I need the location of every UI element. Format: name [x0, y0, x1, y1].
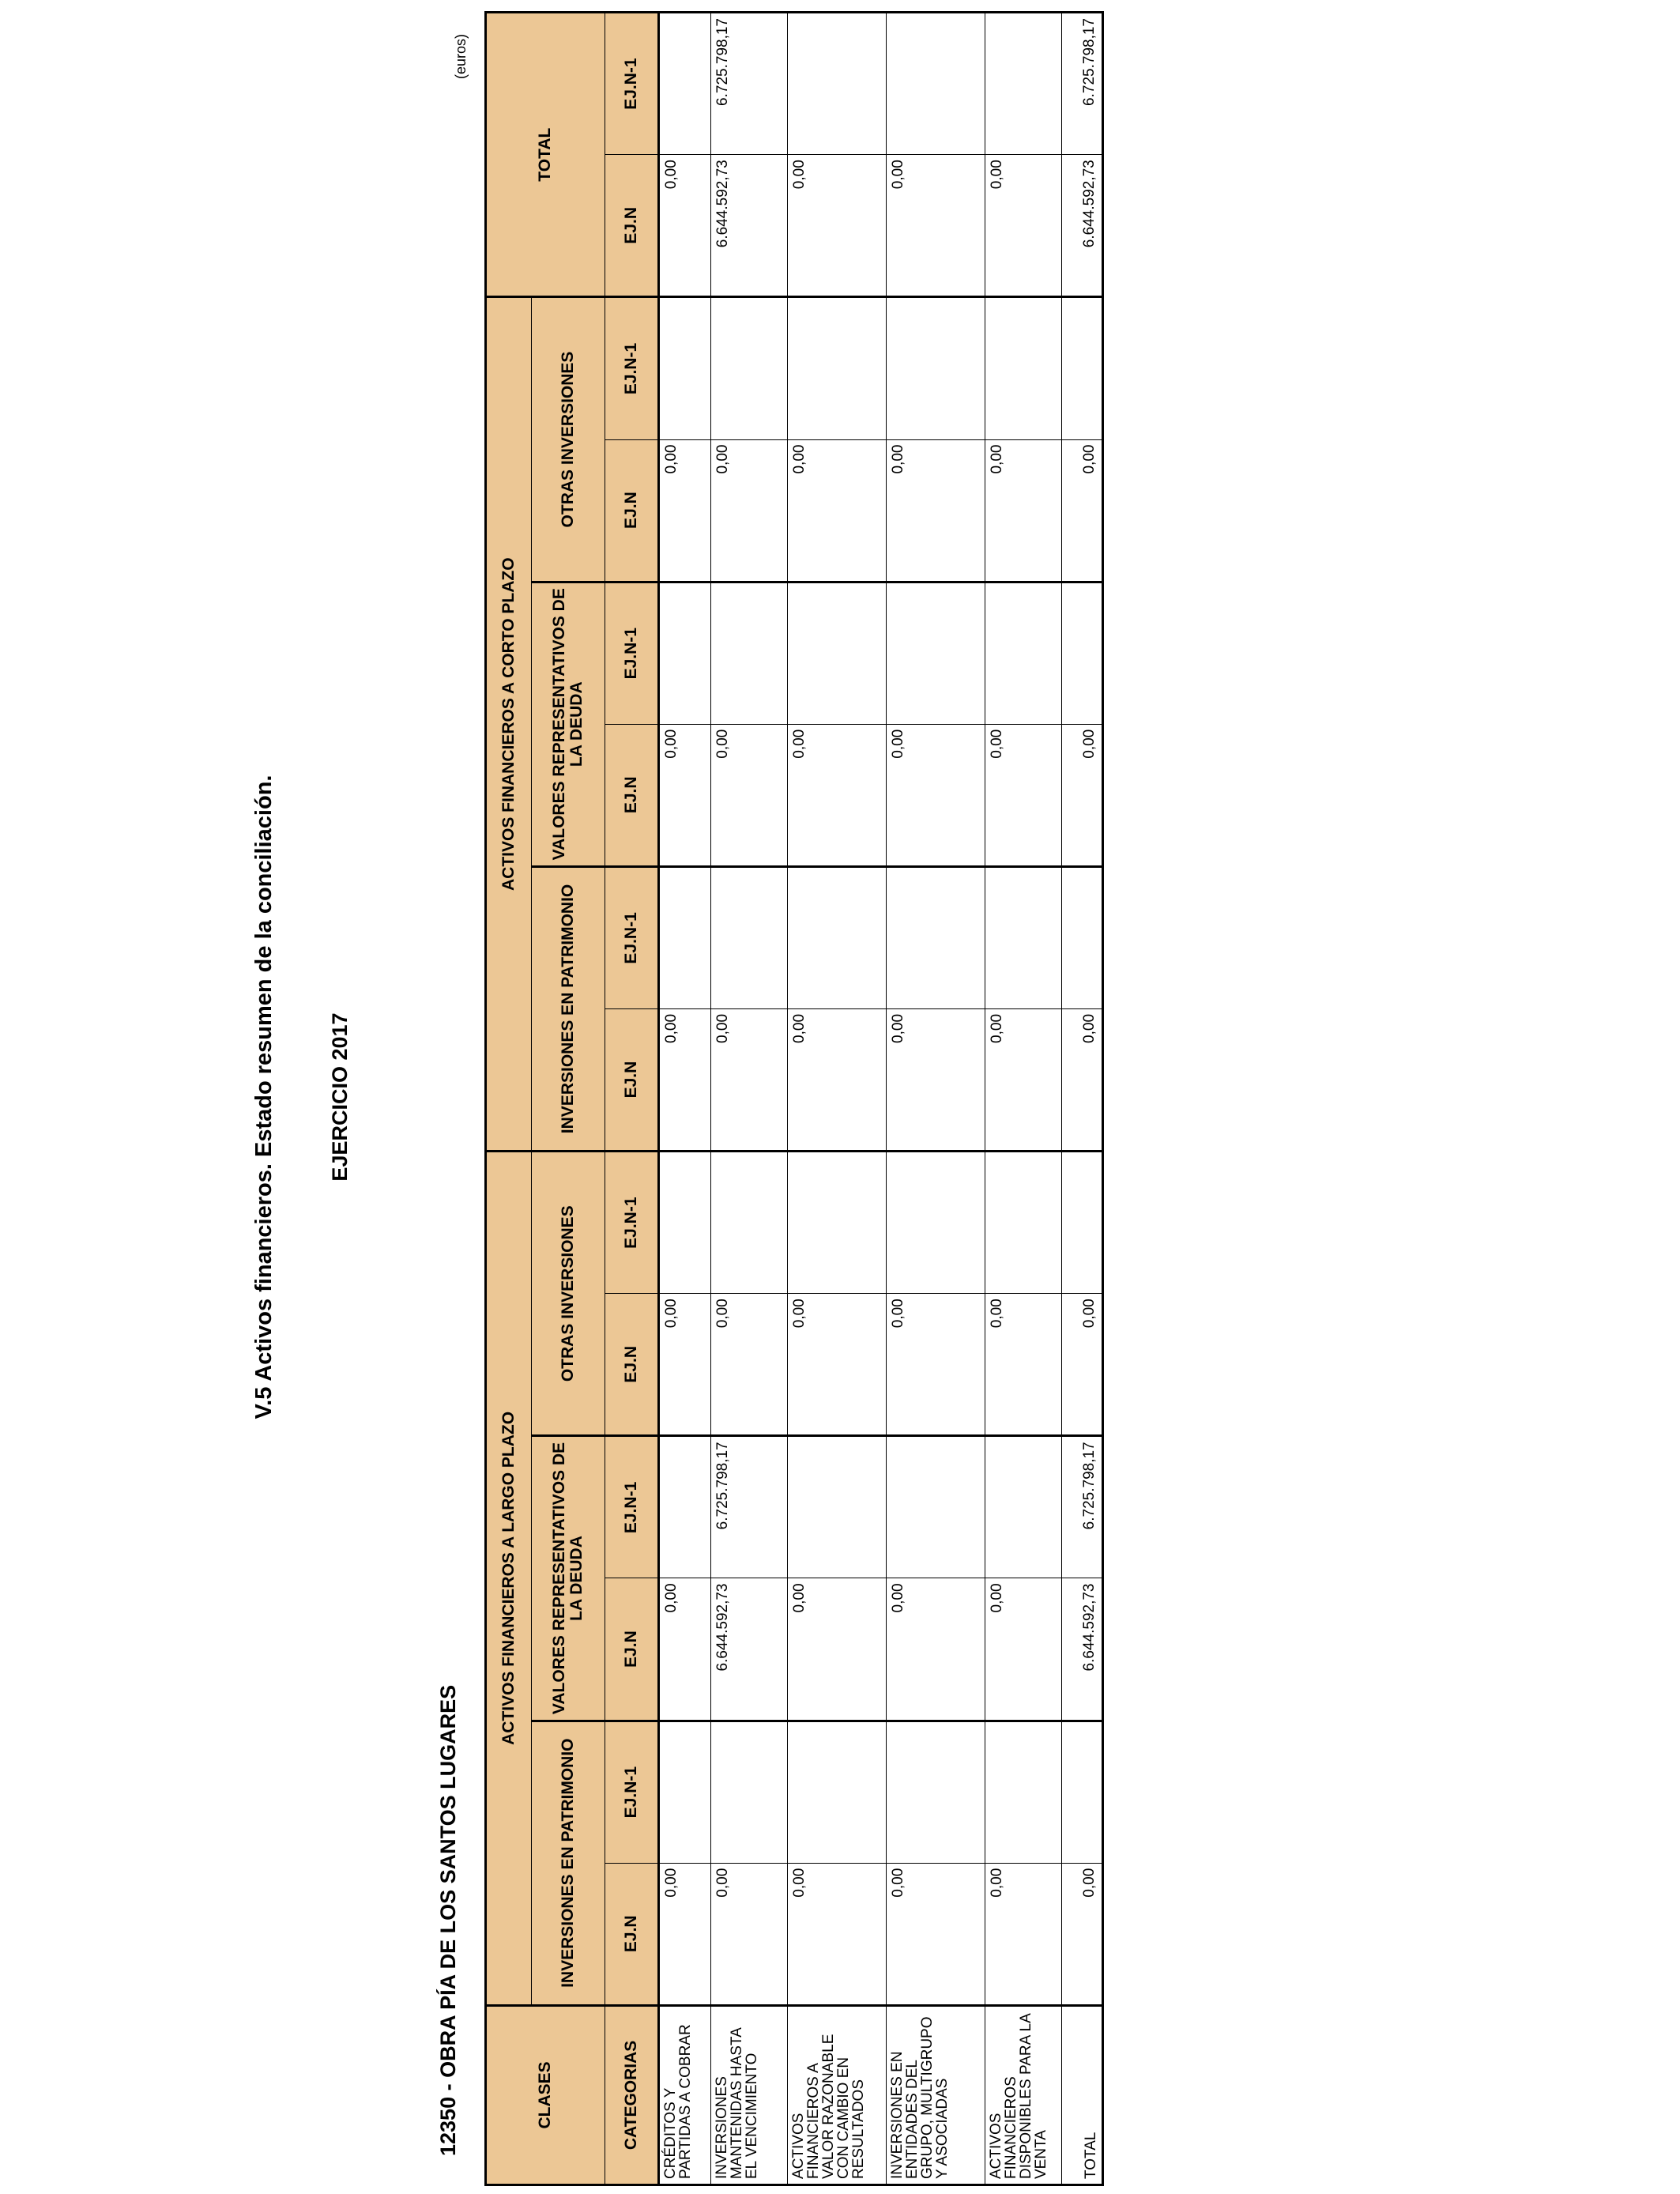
- cell-ejn: 0,00: [985, 1294, 1062, 1436]
- header-clases: CLASES: [486, 2005, 605, 2185]
- cell-ejn: 0,00: [788, 1008, 887, 1151]
- cell-ejn: 0,00: [788, 1863, 887, 2005]
- header-corto-plazo: ACTIVOS FINANCIEROS A CORTO PLAZO: [486, 297, 532, 1152]
- cell-ejn: 0,00: [659, 439, 711, 582]
- cell-ejn1: [887, 13, 985, 155]
- cell-ejn: 0,00: [887, 1008, 985, 1151]
- page-title: V.5 Activos financieros. Estado resumen de la conciliación.: [251, 775, 277, 1419]
- cell-ejn: 0,00: [659, 155, 711, 297]
- cell-ejn: 0,00: [887, 155, 985, 297]
- cell-ejn: 0,00: [711, 439, 788, 582]
- cell-ejn1: [659, 1152, 711, 1294]
- cell-ejn1: [985, 297, 1062, 439]
- cell-ejn1: [659, 1721, 711, 1863]
- header-ejn1: EJ.N-1: [605, 1721, 659, 1863]
- header-ejn: EJ.N: [605, 724, 659, 866]
- cell-ejn1: [985, 13, 1062, 155]
- table-row: [711, 13, 788, 2185]
- cell-ejn: 0,00: [985, 1578, 1062, 1721]
- cell-ejn: 0,00: [711, 1294, 788, 1436]
- header-lp-patrimonio: INVERSIONES EN PATRIMONIO: [532, 1721, 605, 2005]
- cell-ejn1: [985, 582, 1062, 724]
- cell-ejn1: [1062, 866, 1103, 1008]
- cell-ejn: 0,00: [985, 1008, 1062, 1151]
- cell-ejn: 6.644.592,73: [1062, 155, 1103, 297]
- cell-ejn1: [711, 1152, 788, 1294]
- cell-ejn1: [1062, 297, 1103, 439]
- cell-ejn1: [985, 1152, 1062, 1294]
- cell-ejn1: [659, 13, 711, 155]
- cell-ejn: 0,00: [659, 724, 711, 866]
- cell-ejn: 0,00: [659, 1578, 711, 1721]
- table-row: [788, 13, 887, 2185]
- cell-ejn: 0,00: [711, 724, 788, 866]
- row-label: INVERSIONES MANTENIDAS HASTA EL VENCIMIENTO: [711, 2005, 788, 2185]
- cell-ejn: 6.644.592,73: [711, 155, 788, 297]
- cell-ejn1: [711, 582, 788, 724]
- row-label: CRÉDITOS Y PARTIDAS A COBRAR: [659, 2005, 711, 2185]
- fiscal-year: EJERCICIO 2017: [328, 1012, 352, 1182]
- header-cp-valores: VALORES REPRESENTATIVOS DE LA DEUDA: [532, 582, 605, 866]
- cell-ejn1: [887, 1436, 985, 1578]
- cell-ejn1: [887, 297, 985, 439]
- cell-ejn1: [887, 582, 985, 724]
- header-largo-plazo: ACTIVOS FINANCIEROS A LARGO PLAZO: [486, 1152, 532, 2006]
- row-label: TOTAL: [1062, 2005, 1103, 2185]
- cell-ejn1: [985, 1721, 1062, 1863]
- cell-ejn: 0,00: [711, 1008, 788, 1151]
- header-ejn: EJ.N: [605, 439, 659, 582]
- header-lp-valores: VALORES REPRESENTATIVOS DE LA DEUDA: [532, 1436, 605, 1721]
- cell-ejn1: [659, 582, 711, 724]
- cell-ejn: 0,00: [887, 724, 985, 866]
- cell-ejn: 0,00: [711, 1863, 788, 2005]
- cell-ejn: 0,00: [788, 439, 887, 582]
- cell-ejn: 0,00: [1062, 1008, 1103, 1151]
- row-label: INVERSIONES EN ENTIDADES DEL GRUPO, MULTIGRUPO Y ASOCIADAS: [887, 2005, 985, 2185]
- header-lp-otras: OTRAS INVERSIONES: [532, 1152, 605, 1436]
- cell-ejn: 0,00: [1062, 724, 1103, 866]
- header-cp-patrimonio: INVERSIONES EN PATRIMONIO: [532, 866, 605, 1151]
- cell-ejn: 0,00: [659, 1008, 711, 1151]
- cell-ejn1: [711, 297, 788, 439]
- cell-ejn1: 6.725.798,17: [711, 13, 788, 155]
- cell-ejn: 0,00: [887, 439, 985, 582]
- cell-ejn1: 6.725.798,17: [711, 1436, 788, 1578]
- reconciliation-table: [484, 11, 1104, 2186]
- cell-ejn: 6.644.592,73: [711, 1578, 788, 1721]
- header-ejn: EJ.N: [605, 1008, 659, 1151]
- cell-ejn1: [711, 1721, 788, 1863]
- cell-ejn1: [887, 1721, 985, 1863]
- cell-ejn1: [659, 297, 711, 439]
- cell-ejn: 0,00: [985, 1863, 1062, 2005]
- cell-ejn: 0,00: [887, 1578, 985, 1721]
- cell-ejn: 0,00: [1062, 439, 1103, 582]
- cell-ejn1: 6.725.798,17: [1062, 13, 1103, 155]
- cell-ejn: 0,00: [985, 439, 1062, 582]
- cell-ejn1: [788, 866, 887, 1008]
- cell-ejn1: [659, 866, 711, 1008]
- cell-ejn1: [1062, 582, 1103, 724]
- cell-ejn: 0,00: [788, 1294, 887, 1436]
- cell-ejn1: [788, 1721, 887, 1863]
- table-row: [1062, 13, 1103, 2185]
- table-row: [887, 13, 985, 2185]
- cell-ejn1: [788, 1152, 887, 1294]
- header-ejn1: EJ.N-1: [605, 297, 659, 439]
- table-row: [985, 13, 1062, 2185]
- cell-ejn1: 6.725.798,17: [1062, 1436, 1103, 1578]
- header-ejn1: EJ.N-1: [605, 13, 659, 155]
- header-ejn1: EJ.N-1: [605, 866, 659, 1008]
- cell-ejn: 0,00: [788, 155, 887, 297]
- cell-ejn1: [659, 1436, 711, 1578]
- row-label: ACTIVOS FINANCIEROS DISPONIBLES PARA LA VENTA: [985, 2005, 1062, 2185]
- cell-ejn1: [985, 1436, 1062, 1578]
- entity-name: 12350 - OBRA PÍA DE LOS SANTOS LUGARES: [436, 1684, 460, 2156]
- cell-ejn: 0,00: [659, 1294, 711, 1436]
- header-categorias: CATEGORIAS: [605, 2005, 659, 2185]
- header-ejn: EJ.N: [605, 1294, 659, 1436]
- table-row: [659, 13, 711, 2185]
- header-ejn1: EJ.N-1: [605, 582, 659, 724]
- cell-ejn: 0,00: [659, 1863, 711, 2005]
- cell-ejn: 0,00: [788, 1578, 887, 1721]
- cell-ejn: 0,00: [887, 1863, 985, 2005]
- cell-ejn: 6.644.592,73: [1062, 1578, 1103, 1721]
- cell-ejn: 0,00: [1062, 1863, 1103, 2005]
- currency-unit: (euros): [453, 33, 469, 79]
- cell-ejn1: [788, 1436, 887, 1578]
- header-ejn1: EJ.N-1: [605, 1152, 659, 1294]
- header-ejn: EJ.N: [605, 1578, 659, 1721]
- cell-ejn: 0,00: [985, 155, 1062, 297]
- cell-ejn1: [985, 866, 1062, 1008]
- header-ejn: EJ.N: [605, 1863, 659, 2005]
- table-body: [659, 13, 1103, 2185]
- cell-ejn: 0,00: [1062, 1294, 1103, 1436]
- cell-ejn1: [788, 582, 887, 724]
- cell-ejn1: [788, 13, 887, 155]
- cell-ejn: 0,00: [887, 1294, 985, 1436]
- row-label: ACTIVOS FINANCIEROS A VALOR RAZONABLE CON CAMBIO EN RESULTADOS: [788, 2005, 887, 2185]
- cell-ejn: 0,00: [788, 724, 887, 866]
- header-ejn1: EJ.N-1: [605, 1436, 659, 1578]
- cell-ejn1: [788, 297, 887, 439]
- cell-ejn1: [1062, 1152, 1103, 1294]
- header-total: TOTAL: [486, 13, 605, 297]
- cell-ejn1: [711, 866, 788, 1008]
- cell-ejn1: [887, 1152, 985, 1294]
- header-cp-otras: OTRAS INVERSIONES: [532, 297, 605, 582]
- cell-ejn: 0,00: [985, 724, 1062, 866]
- header-ejn: EJ.N: [605, 155, 659, 297]
- cell-ejn1: [1062, 1721, 1103, 1863]
- cell-ejn1: [887, 866, 985, 1008]
